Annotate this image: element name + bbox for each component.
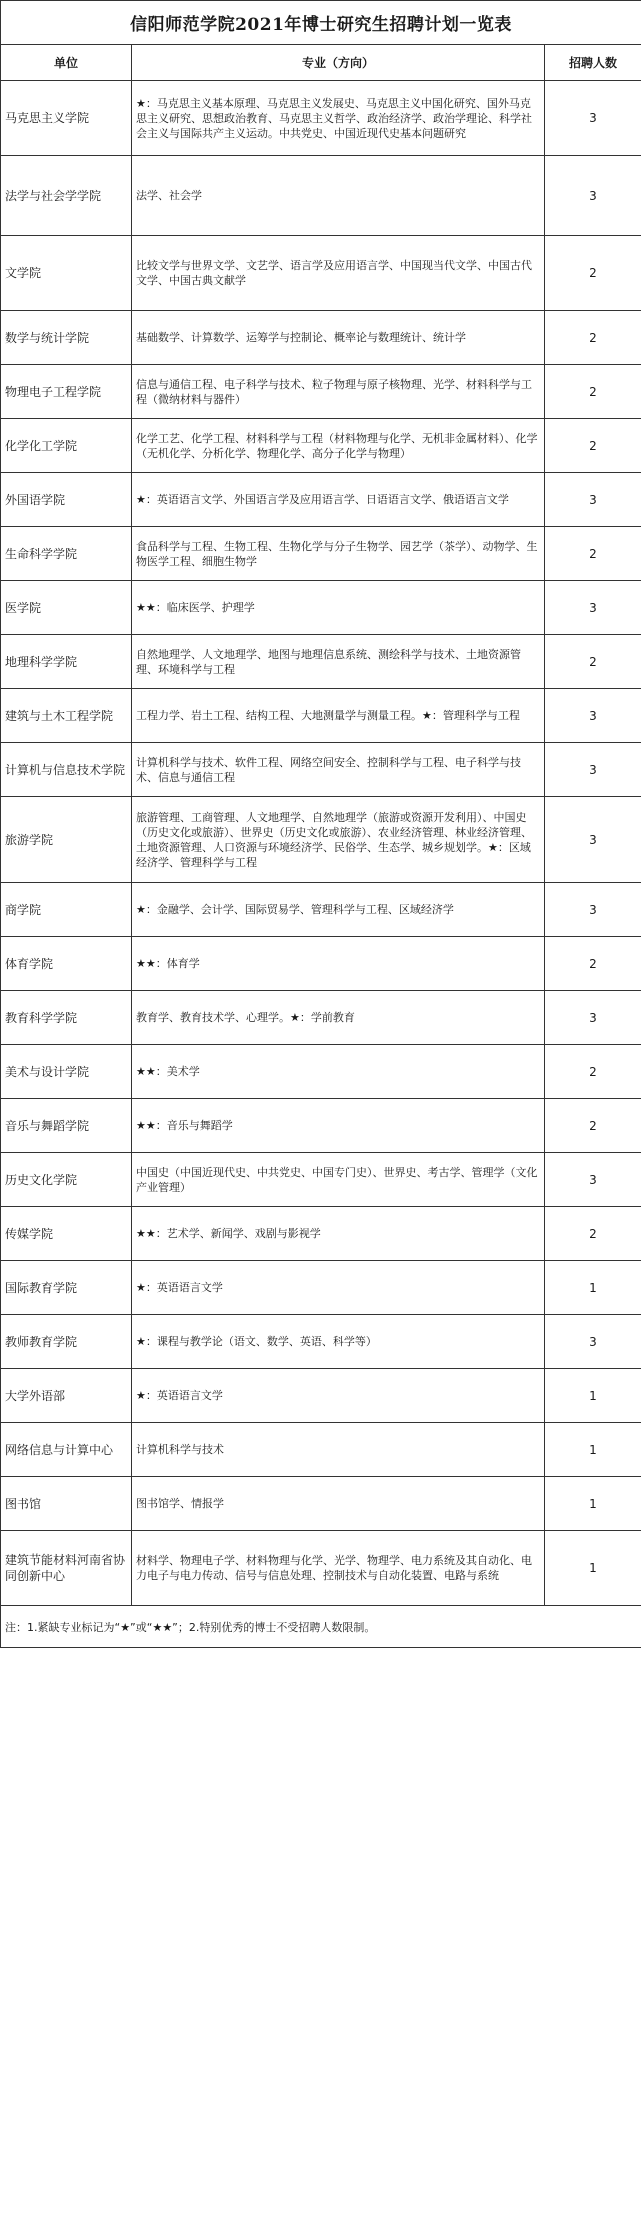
major-list: ★★：音乐与舞蹈学: [132, 1099, 545, 1153]
unit-name: 教育科学学院: [1, 991, 132, 1045]
major-list: ★：金融学、会计学、国际贸易学、管理科学与工程、区域经济学: [132, 883, 545, 937]
table-row: [1, 1531, 641, 1606]
column-header-count: 招聘人数: [545, 45, 641, 81]
table-row: [1, 365, 641, 419]
major-list: 工程力学、岩土工程、结构工程、大地测量学与测量工程。★：管理科学与工程: [132, 689, 545, 743]
unit-name: 物理电子工程学院: [1, 365, 132, 419]
note-row: [1, 1606, 641, 1648]
recruit-count: 1: [545, 1369, 641, 1423]
unit-name: 地理科学学院: [1, 635, 132, 689]
header-row: [1, 45, 641, 81]
unit-name: 美术与设计学院: [1, 1045, 132, 1099]
recruit-count: 2: [545, 311, 641, 365]
table-row: [1, 1099, 641, 1153]
table-row: [1, 81, 641, 156]
major-list: 基础数学、计算数学、运筹学与控制论、概率论与数理统计、统计学: [132, 311, 545, 365]
major-list: ★：英语语言文学、外国语言学及应用语言学、日语语言文学、俄语语言文学: [132, 473, 545, 527]
unit-name: 国际教育学院: [1, 1261, 132, 1315]
unit-name: 音乐与舞蹈学院: [1, 1099, 132, 1153]
recruit-count: 2: [545, 635, 641, 689]
table-row: [1, 527, 641, 581]
major-list: ★：英语语言文学: [132, 1261, 545, 1315]
recruit-count: 3: [545, 689, 641, 743]
unit-name: 网络信息与计算中心: [1, 1423, 132, 1477]
table-row: [1, 311, 641, 365]
table-row: [1, 236, 641, 311]
table-row: [1, 797, 641, 883]
column-header-major: 专业（方向）: [132, 45, 545, 81]
table-row: [1, 1261, 641, 1315]
unit-name: 建筑与土木工程学院: [1, 689, 132, 743]
unit-name: 商学院: [1, 883, 132, 937]
recruit-count: 3: [545, 797, 641, 883]
unit-name: 建筑节能材料河南省协同创新中心: [1, 1531, 132, 1606]
recruit-count: 2: [545, 1207, 641, 1261]
recruit-count: 1: [545, 1423, 641, 1477]
major-list: ★：课程与教学论（语文、数学、英语、科学等）: [132, 1315, 545, 1369]
unit-name: 化学化工学院: [1, 419, 132, 473]
unit-name: 文学院: [1, 236, 132, 311]
recruit-count: 3: [545, 1315, 641, 1369]
unit-name: 外国语学院: [1, 473, 132, 527]
table-row: [1, 1369, 641, 1423]
table-row: [1, 743, 641, 797]
major-list: ★：英语语言文学: [132, 1369, 545, 1423]
major-list: ★★：美术学: [132, 1045, 545, 1099]
table-title: 信阳师范学院2021年博士研究生招聘计划一览表: [1, 1, 641, 45]
major-list: 计算机科学与技术: [132, 1423, 545, 1477]
major-list: 食品科学与工程、生物工程、生物化学与分子生物学、园艺学（茶学）、动物学、生物医学工程、细胞生物学: [132, 527, 545, 581]
recruit-count: 2: [545, 365, 641, 419]
recruit-count: 1: [545, 1477, 641, 1531]
unit-name: 法学与社会学学院: [1, 156, 132, 236]
unit-name: 数学与统计学院: [1, 311, 132, 365]
major-list: ★：马克思主义基本原理、马克思主义发展史、马克思主义中国化研究、国外马克思主义研究、思想政治教育、马克思主义哲学、政治经济学、政治学理论、科学社会主义与国际共产主义运动。中共党史、中国近现代史基本问题研究: [132, 81, 545, 156]
major-list: ★★：体育学: [132, 937, 545, 991]
unit-name: 旅游学院: [1, 797, 132, 883]
unit-name: 传媒学院: [1, 1207, 132, 1261]
table-row: [1, 1153, 641, 1207]
unit-name: 历史文化学院: [1, 1153, 132, 1207]
recruit-count: 2: [545, 1045, 641, 1099]
table-row: [1, 1477, 641, 1531]
table-row: [1, 991, 641, 1045]
major-list: 自然地理学、人文地理学、地图与地理信息系统、测绘科学与技术、土地资源管理、环境科学与工程: [132, 635, 545, 689]
major-list: 中国史（中国近现代史、中共党史、中国专门史）、世界史、考古学、管理学（文化产业管理）: [132, 1153, 545, 1207]
recruit-count: 2: [545, 1099, 641, 1153]
table-row: [1, 1045, 641, 1099]
title-row: [1, 1, 641, 45]
table-row: [1, 635, 641, 689]
table-row: [1, 1207, 641, 1261]
major-list: 材料学、物理电子学、材料物理与化学、光学、物理学、电力系统及其自动化、电力电子与电力传动、信号与信息处理、控制技术与自动化装置、电路与系统: [132, 1531, 545, 1606]
unit-name: 计算机与信息技术学院: [1, 743, 132, 797]
unit-name: 体育学院: [1, 937, 132, 991]
table-row: [1, 1315, 641, 1369]
recruit-count: 3: [545, 473, 641, 527]
major-list: ★★：临床医学、护理学: [132, 581, 545, 635]
unit-name: 生命科学学院: [1, 527, 132, 581]
recruit-count: 3: [545, 156, 641, 236]
column-header-unit: 单位: [1, 45, 132, 81]
recruit-count: 1: [545, 1531, 641, 1606]
table-row: [1, 937, 641, 991]
major-list: 化学工艺、化学工程、材料科学与工程（材料物理与化学、无机非金属材料）、化学（无机化学、分析化学、物理化学、高分子化学与物理）: [132, 419, 545, 473]
unit-name: 马克思主义学院: [1, 81, 132, 156]
recruit-count: 3: [545, 81, 641, 156]
major-list: 法学、社会学: [132, 156, 545, 236]
unit-name: 教师教育学院: [1, 1315, 132, 1369]
unit-name: 大学外语部: [1, 1369, 132, 1423]
footnote: 注：1.紧缺专业标记为“★”或“★★”；2.特别优秀的博士不受招聘人数限制。: [1, 1606, 641, 1648]
table-body: [1, 81, 641, 1606]
table-row: [1, 581, 641, 635]
recruit-count: 1: [545, 1261, 641, 1315]
major-list: 图书馆学、情报学: [132, 1477, 545, 1531]
recruit-count: 3: [545, 743, 641, 797]
recruit-count: 3: [545, 581, 641, 635]
unit-name: 医学院: [1, 581, 132, 635]
recruit-count: 3: [545, 991, 641, 1045]
recruit-count: 3: [545, 883, 641, 937]
recruit-count: 2: [545, 937, 641, 991]
recruit-count: 3: [545, 1153, 641, 1207]
major-list: 旅游管理、工商管理、人文地理学、自然地理学（旅游或资源开发利用）、中国史（历史文化或旅游）、世界史（历史文化或旅游）、农业经济管理、林业经济管理、土地资源管理、人口资源与环境经济学、民俗学、生态学、城乡规划学。★：区域经济学、管理科学与工程: [132, 797, 545, 883]
major-list: 计算机科学与技术、软件工程、网络空间安全、控制科学与工程、电子科学与技术、信息与通信工程: [132, 743, 545, 797]
table-row: [1, 156, 641, 236]
table-row: [1, 419, 641, 473]
major-list: 教育学、教育技术学、心理学。★：学前教育: [132, 991, 545, 1045]
recruit-count: 2: [545, 236, 641, 311]
recruit-count: 2: [545, 527, 641, 581]
major-list: ★★：艺术学、新闻学、戏剧与影视学: [132, 1207, 545, 1261]
major-list: 信息与通信工程、电子科学与技术、粒子物理与原子核物理、光学、材料科学与工程（微纳材料与器件）: [132, 365, 545, 419]
table-row: [1, 1423, 641, 1477]
unit-name: 图书馆: [1, 1477, 132, 1531]
table-row: [1, 883, 641, 937]
table-row: [1, 473, 641, 527]
recruit-count: 2: [545, 419, 641, 473]
table-row: [1, 689, 641, 743]
major-list: 比较文学与世界文学、文艺学、语言学及应用语言学、中国现当代文学、中国古代文学、中国古典文献学: [132, 236, 545, 311]
